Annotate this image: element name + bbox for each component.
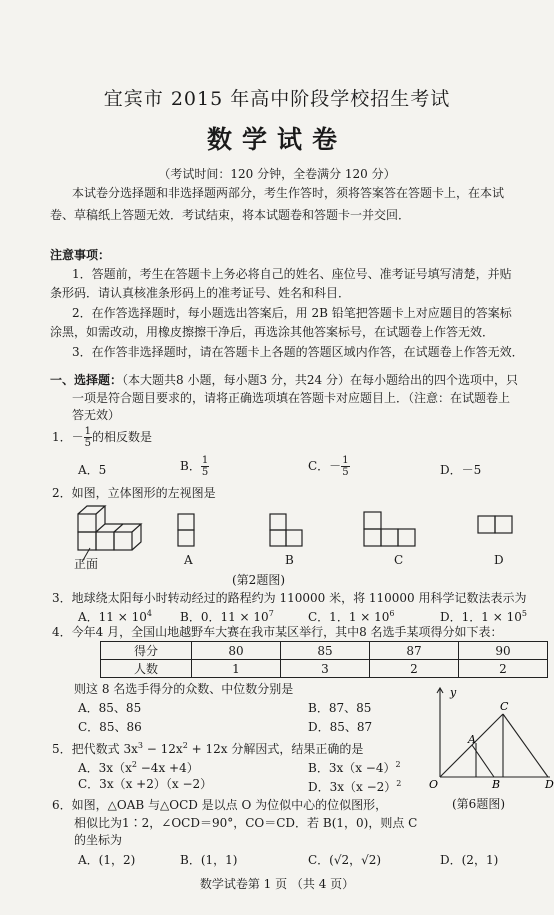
option-text: B．0．11 × 10	[180, 610, 269, 624]
section-1-line-3: 答无效）	[72, 408, 121, 422]
notice-line: 3．在作答非选择题时，请在答题卡上各题的答题区域内作答，在试题卷上作答无效．	[72, 345, 524, 359]
fraction-numerator: 1	[342, 455, 349, 466]
exam-title: 宜宾市 2015 年高中阶段学校招生考试	[103, 88, 451, 110]
question-3-option-a	[78, 606, 152, 625]
fraction	[341, 455, 349, 478]
table-cell: 87	[370, 642, 459, 660]
question-3-option-b	[180, 606, 274, 625]
question-2-figure	[60, 500, 530, 590]
option-d-view	[478, 516, 512, 533]
solid-3d-figure	[78, 506, 141, 550]
fraction	[201, 455, 209, 478]
fraction	[84, 426, 92, 449]
minus-sign: －	[71, 430, 84, 444]
question-6-option-d: D．(2，1)	[440, 853, 499, 867]
notice-line: 1．答题前，考生在答题卡上务必将自己的姓名、座位号、准考证号填写清楚，并贴	[72, 267, 512, 281]
notice-line: 2．在作答选择题时，每小题选出答案后，用 2B 铅笔把答题卡上对应题目的答案标	[72, 306, 512, 320]
question-6-figure	[428, 684, 554, 794]
label-b: B	[492, 778, 501, 791]
section-1-heading: 一、选择题：	[50, 373, 123, 387]
table-cell: 1	[192, 660, 281, 678]
exponent: 2	[395, 760, 401, 769]
front-label: 正面	[74, 557, 99, 571]
question-1-option-c	[308, 455, 350, 478]
label-a: A	[468, 733, 476, 746]
fraction-denominator: 5	[84, 438, 92, 449]
exponent: 2	[182, 741, 188, 750]
question-5-stem	[52, 738, 363, 757]
question-6-option-c: C．(√2，√2)	[308, 853, 382, 867]
option-text: C．1．1 × 10	[308, 610, 390, 624]
question-5-option-a	[78, 757, 199, 776]
notice-line: 条形码．请认真核准条形码上的准考证号、姓名和科目．	[50, 286, 351, 300]
table-row	[101, 660, 548, 678]
section-1-desc: （本大题共8 小题，每小题3 分，共24 分）在每小题给出的四个选项中，只	[122, 373, 519, 387]
option-b-label: B	[285, 553, 294, 567]
question-4-stem: 4．今年4 月，全国山地越野车大赛在我市某区举行，其中8 名选手某项得分如下表：	[52, 625, 503, 639]
intro-line-1: 本试卷分选择题和非选择题两部分，考生作答时，须将答案答在答题卡上，在本试	[72, 186, 505, 200]
fraction-numerator: 1	[201, 455, 209, 466]
question-6-option-a: A．(1，2)	[78, 853, 136, 867]
table-cell: 2	[370, 660, 459, 678]
question-1-option-d: D．－5	[440, 463, 482, 477]
stem-text: 5．把代数式 3x	[52, 742, 138, 756]
table-cell: 90	[459, 642, 548, 660]
paper-subtitle: 数学试卷	[206, 125, 347, 154]
exponent: 7	[268, 609, 274, 618]
score-table	[100, 641, 548, 678]
segment-ab	[472, 745, 494, 777]
question-5-option-d	[308, 776, 401, 795]
option-a-label: A	[184, 553, 193, 567]
table-cell: 2	[459, 660, 548, 678]
question-1-stem	[52, 426, 152, 449]
question-4-option-c: C．85、86	[78, 720, 142, 734]
option-text: −4x +4）	[136, 761, 199, 775]
notice-heading: 注意事项：	[50, 248, 111, 262]
table-cell: 80	[192, 642, 281, 660]
option-a-view	[178, 514, 194, 546]
question-4-question: 则这 8 名选手得分的众数、中位数分别是	[74, 682, 294, 696]
option-text: D．1．1 × 10	[440, 610, 522, 624]
question-6-line-1: 6．如图，△OAB 与△OCD 是以点 O 为位似中心的位似图形，	[52, 798, 388, 812]
label-c: C	[500, 700, 509, 713]
stem-text: + 12x 分解因式，结果正确的是	[187, 742, 364, 756]
question-4-option-a: A．85、85	[78, 701, 142, 715]
table-cell: 人数	[101, 660, 192, 678]
stem-text: − 12x	[142, 742, 183, 756]
exponent: 6	[389, 609, 395, 618]
question-4-option-d: D．85、87	[308, 720, 373, 734]
exam-info: （考试时间：120 分钟，全卷满分 120 分）	[158, 167, 396, 181]
label-o: O	[429, 778, 439, 791]
label-y: y	[450, 686, 457, 699]
question-2-stem: 2．如图，立体图形的左视图是	[52, 486, 216, 500]
question-3-option-c	[308, 606, 395, 625]
exponent: 4	[146, 609, 152, 618]
page-footer: 数学试卷第 1 页 （共 4 页）	[199, 877, 355, 891]
exponent: 3	[137, 741, 143, 750]
fraction-denominator: 5	[342, 467, 349, 478]
fraction-numerator: 1	[84, 426, 92, 437]
question-6-line-2: 相似比为1∶2，∠OCD＝90°，CO＝CD．若 B(1，0)，则点 C	[74, 816, 418, 830]
table-cell: 3	[281, 660, 370, 678]
exponent: 2	[396, 779, 402, 788]
option-b-view	[270, 514, 302, 546]
segment-cd	[503, 714, 548, 777]
exponent: 2	[131, 760, 137, 769]
table-cell: 85	[281, 642, 370, 660]
option-text: A．3x（x	[78, 761, 132, 775]
question-4-option-b: B．87、85	[308, 701, 372, 715]
question-5-option-b	[308, 757, 401, 776]
question-1-option-a: A．5	[78, 463, 107, 477]
question-3-stem: 3．地球绕太阳每小时转动经过的路程约为 110000 米，将 110000 用科学记数法表示为	[52, 591, 527, 605]
option-label: C．－	[308, 459, 342, 473]
fraction-denominator: 5	[201, 467, 209, 478]
option-label: B．	[180, 459, 201, 473]
section-1-line-2: 一项是符合题目要求的，请将正确选项填在答题卡对应题目上．（注意：在试题卷上	[72, 391, 511, 405]
option-text: D．3x（x −2）	[308, 780, 397, 794]
question-6-option-b: B．(1，1)	[180, 853, 238, 867]
exponent: 5	[521, 609, 527, 618]
intro-line-2: 卷、草稿纸上答题无效．考试结束，将本试题卷和答题卡一并交回．	[50, 208, 411, 222]
figure-6-caption: (第6题图)	[452, 797, 505, 811]
table-row	[101, 642, 548, 660]
question-number: 1．	[52, 430, 72, 444]
question-6-line-3: 的坐标为	[74, 833, 123, 847]
question-5-option-c: C．3x（x +2）（x −2）	[78, 777, 213, 791]
question-1-option-b	[180, 455, 209, 478]
figure-2-caption: (第2题图)	[232, 573, 285, 587]
question-text: 的相反数是	[92, 430, 153, 444]
section-1-line-1	[50, 372, 518, 388]
option-text: B．3x（x −4）	[308, 761, 396, 775]
option-d-label: D	[494, 553, 504, 567]
option-c-label: C	[394, 553, 404, 567]
notice-line: 涂黑，如需改动，用橡皮擦擦干净后，再选涂其他答案标号，在试题卷上作答无效．	[50, 325, 495, 339]
question-3-option-d	[440, 606, 527, 625]
table-cell: 得分	[101, 642, 192, 660]
option-c-view	[364, 512, 415, 546]
label-d: D	[545, 778, 554, 791]
option-text: A．11 × 10	[78, 610, 147, 624]
